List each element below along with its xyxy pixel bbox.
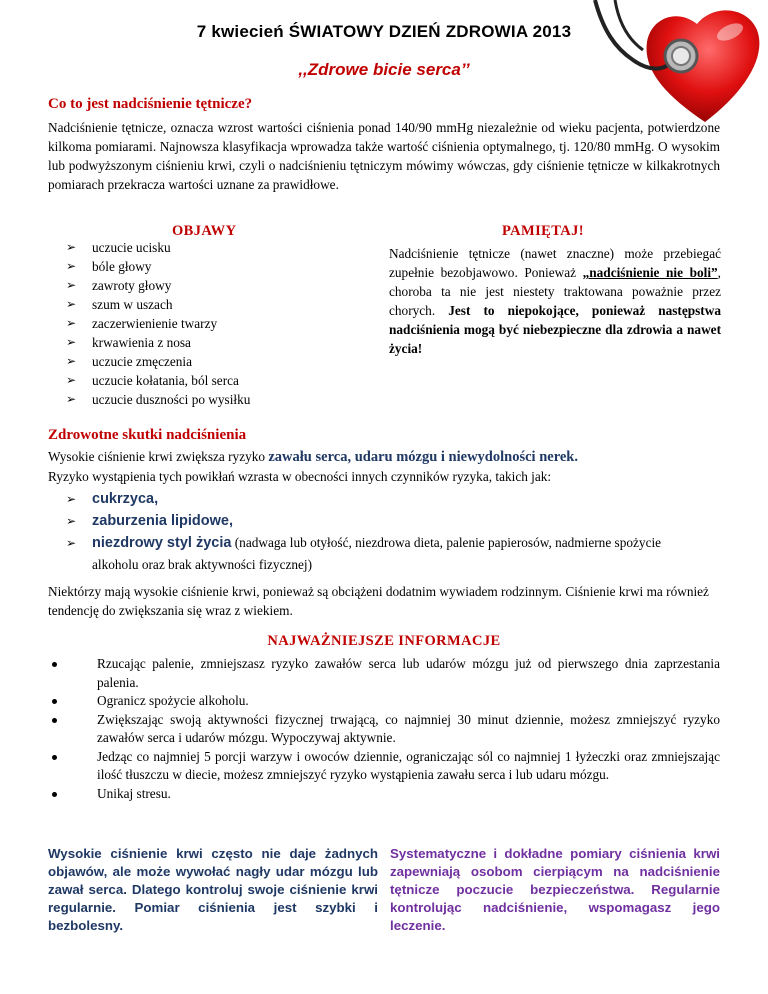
risk-factors-list bbox=[66, 488, 706, 575]
remember-text: Nadciśnienie tętnicze (nawet znaczne) może przebiegać zupełnie bezobjawowo. Ponieważ „nadciśnienie nie boli”, choroba ta nie jest niestety traktowana poważnie przez chorych. Jest to niepokojące, ponieważ następstwa nadciśnienia mogą być niebezpieczne dla zdrowia a nawet życia! bbox=[389, 246, 721, 356]
remember-warning: Jest to niepokojące, ponieważ następstwa nadciśnienia mogą być niebezpieczne dla zdrowia a nawet życia! bbox=[389, 303, 721, 356]
list-item: Jedząc co najmniej 5 porcji warzyw i owoców dziennie, ograniczając sól co najmniej 1 łyżeczki oraz zmniejszając ilość tłuszczu w diecie, możesz zmniejszyć ryzyko wystąpienia zawału serca i lub udaru mózgu. bbox=[48, 748, 720, 785]
list-item: ➢ krwawienia z nosa bbox=[66, 335, 191, 350]
list-item: ➢ uczucie zmęczenia bbox=[66, 354, 193, 369]
intro-text: Nadciśnienie tętnicze, oznacza wzrost wartości ciśnienia ponad 140/90 mmHg niezależnie od wieku pacjenta, potwierdzone kilkoma pomiarami. Najnowsza klasyfikacja wprowadza także wartość ciśnienia optymalnego, tj. 120/80 mmHg. O wysokim lub podwyższonym ciśnieniu krwi, czyli o nadciśnieniu tętniczym mówimy wówczas, gdy ciśnienie tętnicze w kilkakrotnych pomiarach przekracza wartości uznane za prawidłowe. bbox=[48, 120, 720, 192]
arrow-bullet-icon: ➢ bbox=[66, 392, 77, 406]
arrow-bullet-icon: ➢ bbox=[66, 373, 77, 387]
page-title: 7 kwiecień ŚWIATOWY DZIEŃ ZDROWIA 2013 bbox=[196, 22, 572, 41]
list-item: ➢ zaburzenia lipidowe, bbox=[66, 510, 706, 532]
arrow-bullet-icon: ➢ bbox=[66, 259, 77, 273]
list-item: ➢ zawroty głowy bbox=[66, 278, 172, 293]
family-history-text: Niektórzy mają wysokie ciśnienie krwi, ponieważ są obciążeni dodatnim wywiadem rodzinnym. Ciśnienie krwi ma również tendencję do zwiększania się wraz z wiekiem. bbox=[48, 584, 709, 618]
list-item: ➢ niezdrowy styl życia (nadwaga lub otyłość, niezdrowa dieta, palenie papierosów, nadmierne spożycie alkoholu oraz brak aktywności fizycznej) bbox=[66, 535, 662, 572]
list-item: ➢ uczucie duszności po wysiłku bbox=[66, 392, 251, 407]
page-subtitle: ,,Zdrowe bicie serca’’ bbox=[298, 60, 470, 79]
list-item: ➢ bóle głowy bbox=[66, 259, 152, 274]
footer-right-note: Systematyczne i dokładne pomiary ciśnienia krwi zapewniają osobom cierpiącym na nadciśnienie tętnicze poczucie bezpieczeństwa. Regularnie kontrolując nadciśnienie, wspomagasz jego leczenie. bbox=[390, 846, 720, 933]
arrow-bullet-icon: ➢ bbox=[66, 514, 77, 528]
arrow-bullet-icon: ➢ bbox=[66, 240, 77, 254]
arrow-bullet-icon: ➢ bbox=[66, 278, 77, 292]
important-list bbox=[48, 655, 720, 803]
symptoms-list bbox=[66, 238, 366, 409]
arrow-bullet-icon: ➢ bbox=[66, 354, 77, 368]
bullet-dot-icon bbox=[52, 718, 57, 723]
list-item: Zwiększając swoją aktywności fizycznej trwającą, co najmniej 30 minut dziennie, możesz zmniejszyć ryzyko zawałów serca i udarów mózgu. Wypoczywaj aktywnie. bbox=[48, 711, 720, 748]
effects-line-2: Ryzyko wystąpienia tych powikłań wzrasta w obecności innych czynników ryzyka, takich jak: bbox=[48, 469, 552, 484]
bullet-dot-icon bbox=[52, 699, 57, 704]
list-item: ➢ szum w uszach bbox=[66, 297, 173, 312]
bullet-dot-icon bbox=[52, 755, 57, 760]
bullet-dot-icon bbox=[52, 662, 57, 667]
intro-heading: Co to jest nadciśnienie tętnicze? bbox=[48, 96, 253, 112]
list-item: ➢ uczucie kołatania, ból serca bbox=[66, 373, 239, 388]
arrow-bullet-icon: ➢ bbox=[66, 316, 77, 330]
remember-heading: PAMIĘTAJ! bbox=[502, 223, 584, 239]
effects-risks: zawału serca, udaru mózgu i niewydolności nerek. bbox=[268, 449, 578, 465]
list-item: Unikaj stresu. bbox=[48, 785, 720, 804]
effects-line-1: Wysokie ciśnienie krwi zwiększa ryzyko zawału serca, udaru mózgu i niewydolności nerek. bbox=[48, 449, 578, 465]
arrow-bullet-icon: ➢ bbox=[66, 536, 77, 550]
list-item: ➢ zaczerwienienie twarzy bbox=[66, 316, 218, 331]
footer-left-note: Wysokie ciśnienie krwi często nie daje żadnych objawów, ale może wywołać nagły udar mózgu lub zawał serca. Dlatego kontroluj swoje ciśnienie krwi regularnie. Pomiar ciśnienia jest szybki i bezbolesny. bbox=[48, 846, 378, 933]
important-heading: NAJWAŻNIEJSZE INFORMACJE bbox=[267, 633, 501, 649]
quote-no-pain: „nadciśnienie nie boli” bbox=[582, 265, 718, 280]
arrow-bullet-icon: ➢ bbox=[66, 492, 77, 506]
list-item: ➢ cukrzyca, bbox=[66, 488, 706, 510]
list-item: Ogranicz spożycie alkoholu. bbox=[48, 692, 720, 711]
arrow-bullet-icon: ➢ bbox=[66, 335, 77, 349]
list-item: Rzucając palenie, zmniejszasz ryzyko zawałów serca lub udarów mózgu już od pierwszego dnia zaprzestania palenia. bbox=[48, 655, 720, 692]
effects-heading: Zdrowotne skutki nadciśnienia bbox=[48, 427, 247, 443]
symptoms-heading: OBJAWY bbox=[172, 223, 237, 239]
arrow-bullet-icon: ➢ bbox=[66, 297, 77, 311]
bullet-dot-icon bbox=[52, 792, 57, 797]
list-item: ➢ uczucie ucisku bbox=[66, 240, 171, 255]
